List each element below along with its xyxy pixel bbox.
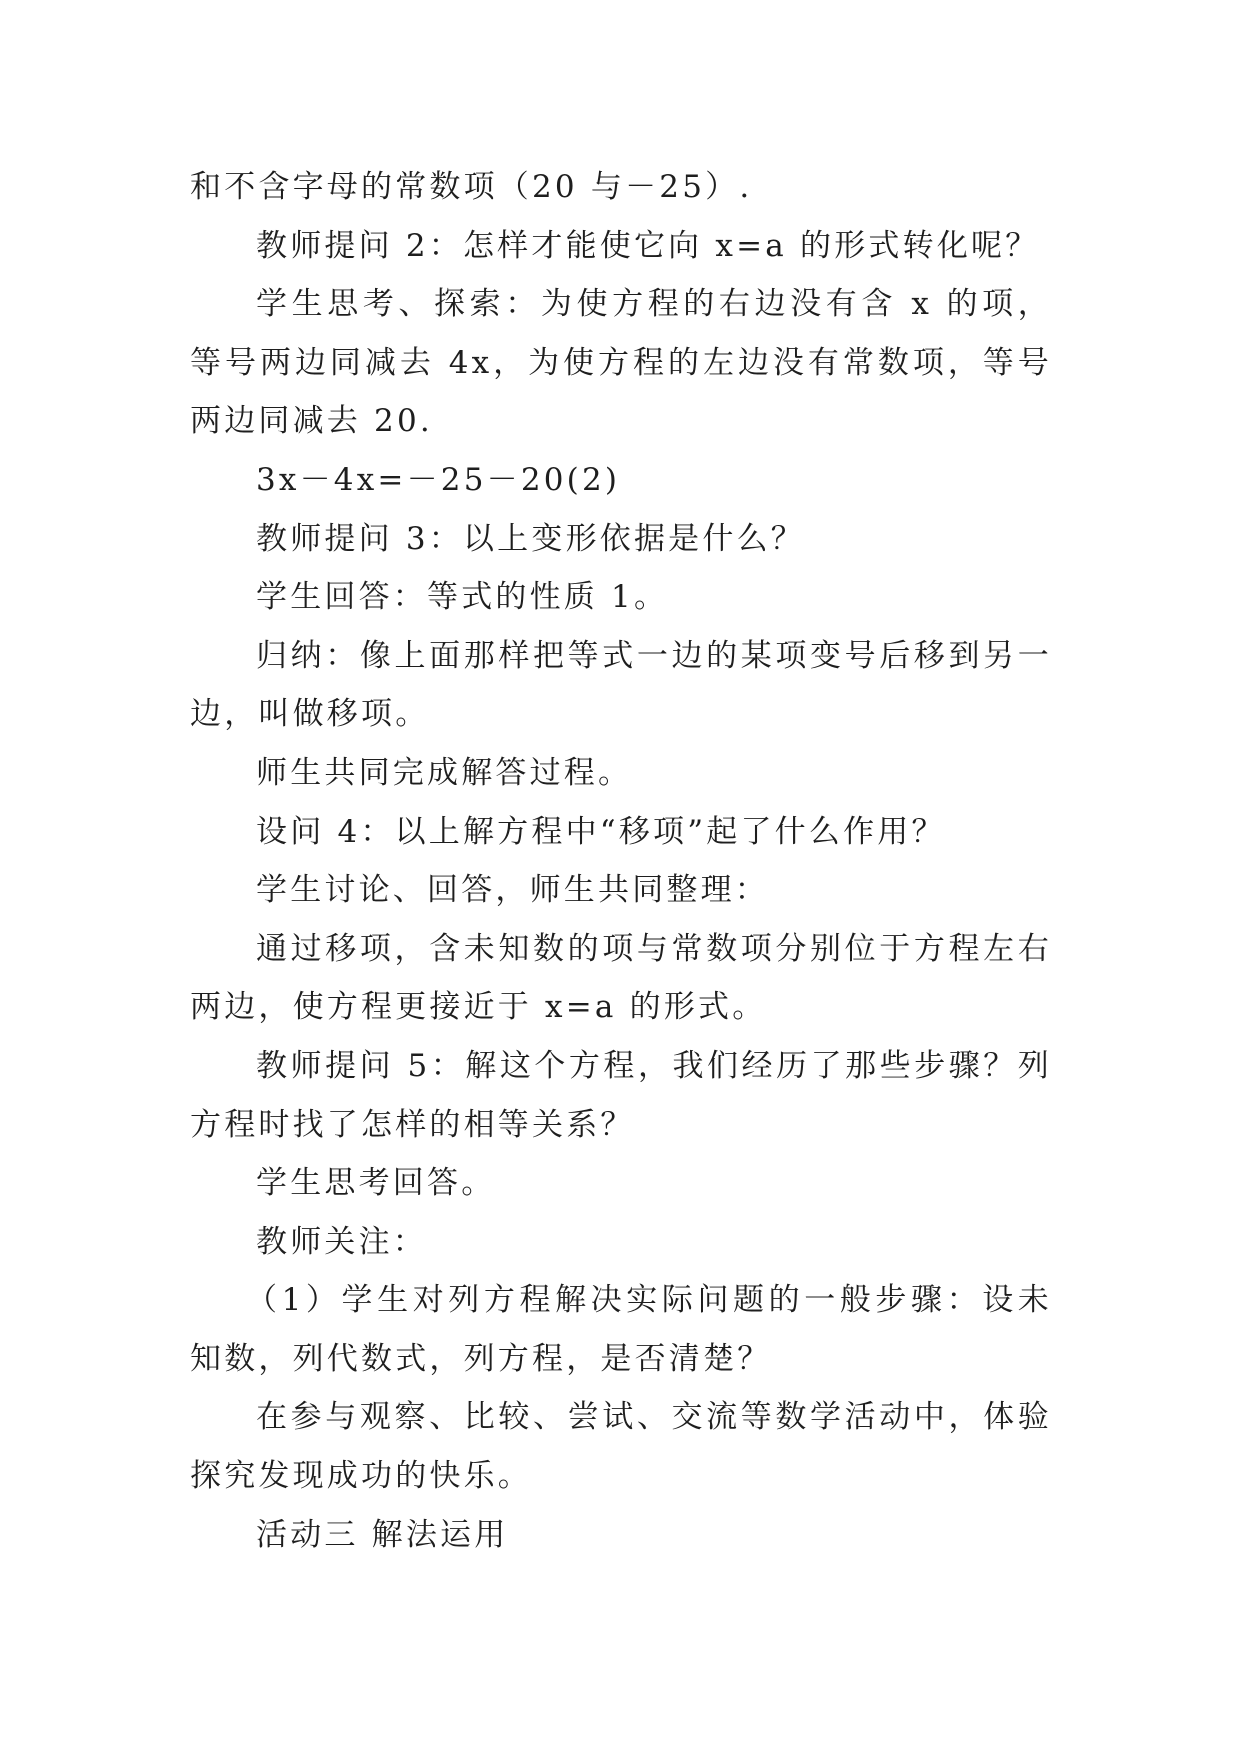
paragraph: 学生讨论、回答，师生共同整理：	[256, 872, 769, 909]
paragraph: 教师提问 3：以上变形依据是什么？	[256, 520, 805, 557]
paragraph: 学生回答：等式的性质 1。	[256, 579, 669, 616]
paragraph: 通过移项，含未知数的项与常数项分别位于方程左右两边，使方程更接近于 x=a 的形式。	[190, 930, 1052, 1026]
paragraph: 在参与观察、比较、尝试、交流等数学活动中，体验探究发现成功的快乐。	[190, 1399, 1052, 1495]
paragraph: 和不含字母的常数项（20 与－25）.	[190, 169, 753, 205]
paragraph: 学生思考、探索：为使方程的右边没有含 x 的项，等号两边同减去 4x，为使方程的左边没有常数项，等号两边同减去 20.	[190, 286, 1052, 440]
paragraph: 归纳：像上面那样把等式一边的某项变号后移到另一边，叫做移项。	[190, 637, 1052, 733]
paragraph: 教师提问 2：怎样才能使它向 x=a 的形式转化呢？	[256, 227, 1040, 264]
paragraph: （1）学生对列方程解决实际问题的一般步骤：设未知数，列代数式，列方程，是否清楚？	[190, 1282, 1052, 1377]
equation-paragraph: 3x－4x=－25－20(2)	[256, 461, 621, 498]
paragraph: 学生思考回答。	[256, 1165, 496, 1202]
paragraph: 教师关注：	[256, 1223, 427, 1260]
paragraph: 教师提问 5：解这个方程，我们经历了那些步骤？列方程时找了怎样的相等关系？	[190, 1047, 1052, 1143]
section-heading: 活动三 解法运用	[256, 1516, 509, 1553]
paragraph: 设问 4：以上解方程中“移项”起了什么作用？	[256, 813, 946, 850]
document-body	[190, 158, 1052, 1564]
paragraph: 师生共同完成解答过程。	[256, 754, 633, 791]
